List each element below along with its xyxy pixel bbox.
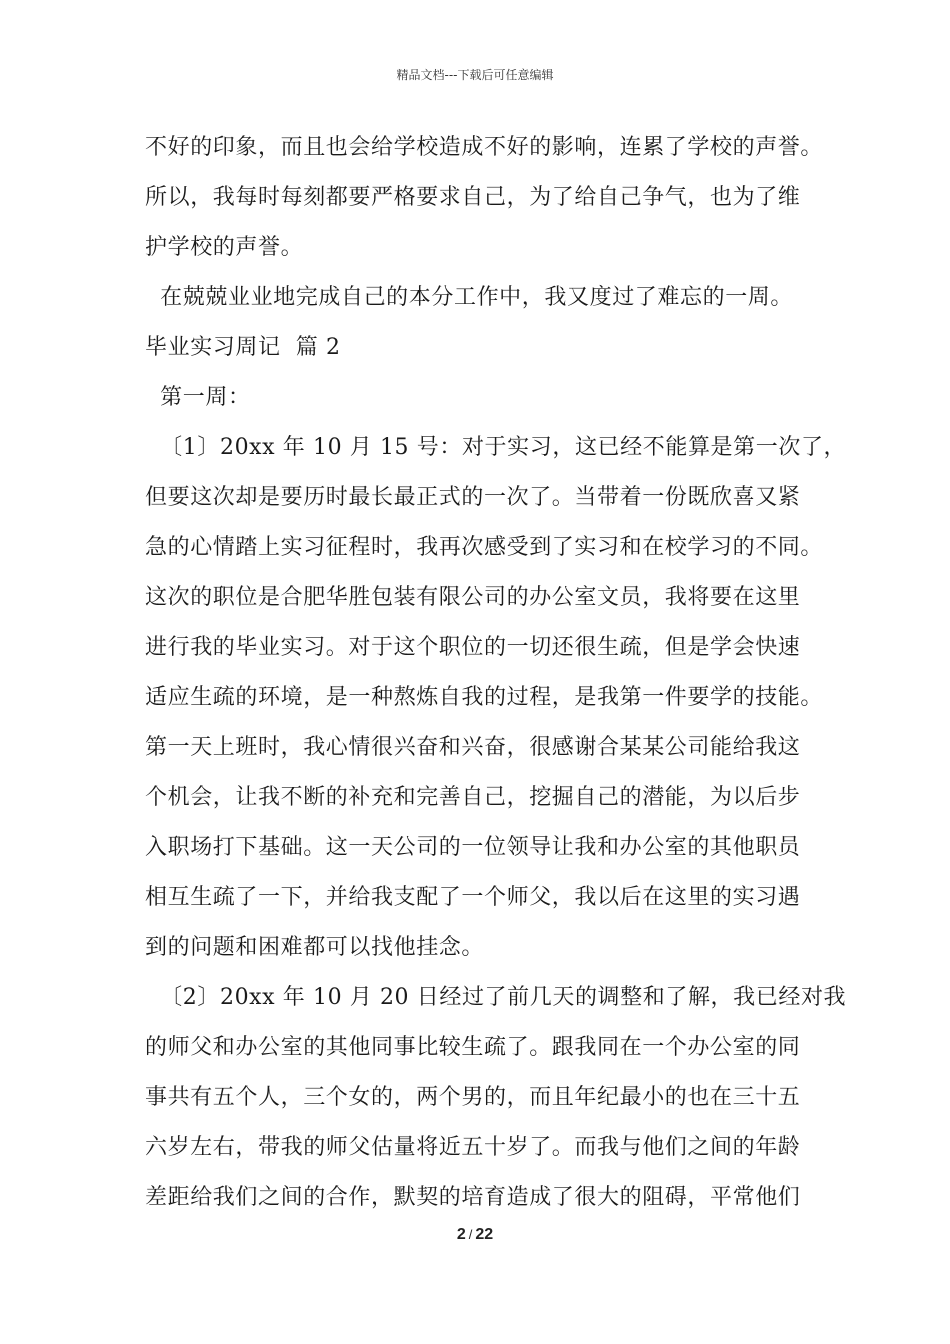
text-line: 第一天上班时，我心情很兴奋和兴奋，很感谢合某某公司能给我这 xyxy=(145,735,801,760)
text-line: 个机会，让我不断的补充和完善自己，挖掘自己的潜能，为以后步 xyxy=(145,785,801,810)
page-header: 精品文档---下载后可任意编辑 xyxy=(396,68,554,82)
text-line: 进行我的毕业实习。对于这个职位的一切还很生疏，但是学会快速 xyxy=(145,635,801,660)
text-line: 差距给我们之间的合作，默契的培育造成了很大的阻碍，平常他们 xyxy=(145,1185,801,1210)
text-line: 事共有五个人，三个女的，两个男的，而且年纪最小的也在三十五 xyxy=(145,1085,801,1110)
total-pages: 22 xyxy=(475,1226,494,1243)
text-line: 入职场打下基础。这一天公司的一位领导让我和办公室的其他职员 xyxy=(145,835,801,860)
text-line: 〔2〕20xx 年 10 月 20 日经过了前几天的调整和了解，我已经对我 xyxy=(145,985,847,1010)
text-line: 这次的职位是合肥华胜包装有限公司的办公室文员，我将要在这里 xyxy=(145,585,801,610)
text-line: 适应生疏的环境，是一种熬炼自我的过程，是我第一件要学的技能。 xyxy=(145,685,824,710)
page-separator: / xyxy=(468,1227,473,1242)
text-line: 六岁左右，带我的师父估量将近五十岁了。而我与他们之间的年龄 xyxy=(145,1135,801,1160)
text-line: 相互生疏了一下，并给我支配了一个师父，我以后在这里的实习遇 xyxy=(145,885,801,910)
text-line: 在兢兢业业地完成自己的本分工作中，我又度过了难忘的一周。 xyxy=(145,285,793,310)
text-line: 第一周： xyxy=(145,385,251,410)
text-line: 急的心情踏上实习征程时，我再次感受到了实习和在校学习的不同。 xyxy=(145,535,824,560)
current-page: 2 xyxy=(456,1226,466,1243)
text-line: 护学校的声誉。 xyxy=(145,235,304,260)
page-number xyxy=(0,1226,950,1244)
text-line: 不好的印象，而且也会给学校造成不好的影响，连累了学校的声誉。 xyxy=(145,135,824,160)
section-heading: 毕业实习周记 篇 2 xyxy=(145,335,341,360)
text-line: 到的问题和困难都可以找他挂念。 xyxy=(145,935,485,960)
text-line: 的师父和办公室的其他同事比较生疏了。跟我同在一个办公室的同 xyxy=(145,1035,801,1060)
text-line: 但要这次却是要历时最长最正式的一次了。当带着一份既欣喜又紧 xyxy=(145,485,801,510)
text-line: 〔1〕20xx 年 10 月 15 号：对于实习，这已经不能算是第一次了， xyxy=(145,435,847,460)
text-line: 所以，我每时每刻都要严格要求自己，为了给自己争气，也为了维 xyxy=(145,185,801,210)
